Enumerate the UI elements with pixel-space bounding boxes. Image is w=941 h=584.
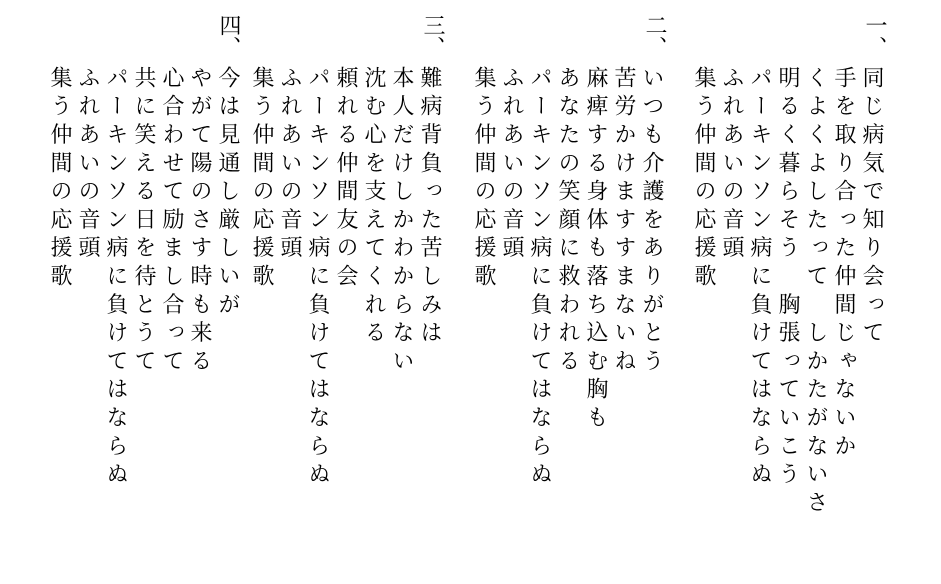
lyric-line: やがて陽のさす時も来る: [187, 66, 212, 378]
lyric-line: 集う仲間の応援歌: [471, 66, 496, 293]
lyric-line: 今は見通し厳しいが: [215, 66, 240, 321]
lyric-line: 集う仲間の応援歌: [691, 66, 716, 293]
verse-number: 一、: [862, 14, 887, 58]
lyric-line: 同じ病気で知り会って: [859, 66, 884, 349]
lyric-line: あなたの笑顔に救われる: [555, 66, 580, 378]
lyric-line: 麻痺する身体も落ち込む胸も: [583, 66, 608, 434]
lyric-line: 難病背負った苦しみは: [417, 66, 442, 349]
lyric-line: くよくよしたって しかたがないさ: [803, 66, 828, 519]
lyric-line: パーキンソン病に負けてはならぬ: [103, 66, 128, 491]
verse-2: [452, 14, 672, 514]
lyric-line: 集う仲間の応援歌: [47, 66, 72, 293]
lyric-line: 頼れる仲間友の会: [333, 66, 358, 293]
lyric-line: ふれあいの音頭: [719, 66, 744, 265]
lyric-line: 明るく暮らそう 胸張っていこう: [775, 66, 800, 491]
verse-number: 二、: [642, 14, 667, 58]
verse-1: [672, 14, 892, 519]
lyric-line: ふれあいの音頭: [499, 66, 524, 265]
lyric-line: 苦労かけますすまないね: [611, 66, 636, 378]
verse-3: [230, 14, 450, 514]
verse-4: [10, 14, 241, 514]
lyric-line: パーキンソン病に負けてはならぬ: [747, 66, 772, 491]
lyric-line: 沈む心を支えてくれる: [361, 66, 386, 349]
lyric-line: ふれあいの音頭: [75, 66, 100, 265]
lyric-line: 集う仲間の応援歌: [249, 66, 274, 293]
verse-number: 四、: [216, 14, 241, 58]
lyric-line: パーキンソン病に負けてはならぬ: [305, 66, 330, 491]
lyric-line: 心合わせて励まし合って: [159, 66, 184, 378]
verse-number: 三、: [420, 14, 445, 58]
lyric-line: 手を取り合った仲間じゃないか: [831, 66, 856, 463]
lyric-line: パーキンソン病に負けてはならぬ: [527, 66, 552, 491]
lyric-line: 共に笑える日を待とうて: [131, 66, 156, 378]
lyric-line: いつも介護をありがとう: [639, 66, 664, 378]
lyric-line: 本人だけしかわからない: [389, 66, 414, 378]
lyric-line: ふれあいの音頭: [277, 66, 302, 265]
